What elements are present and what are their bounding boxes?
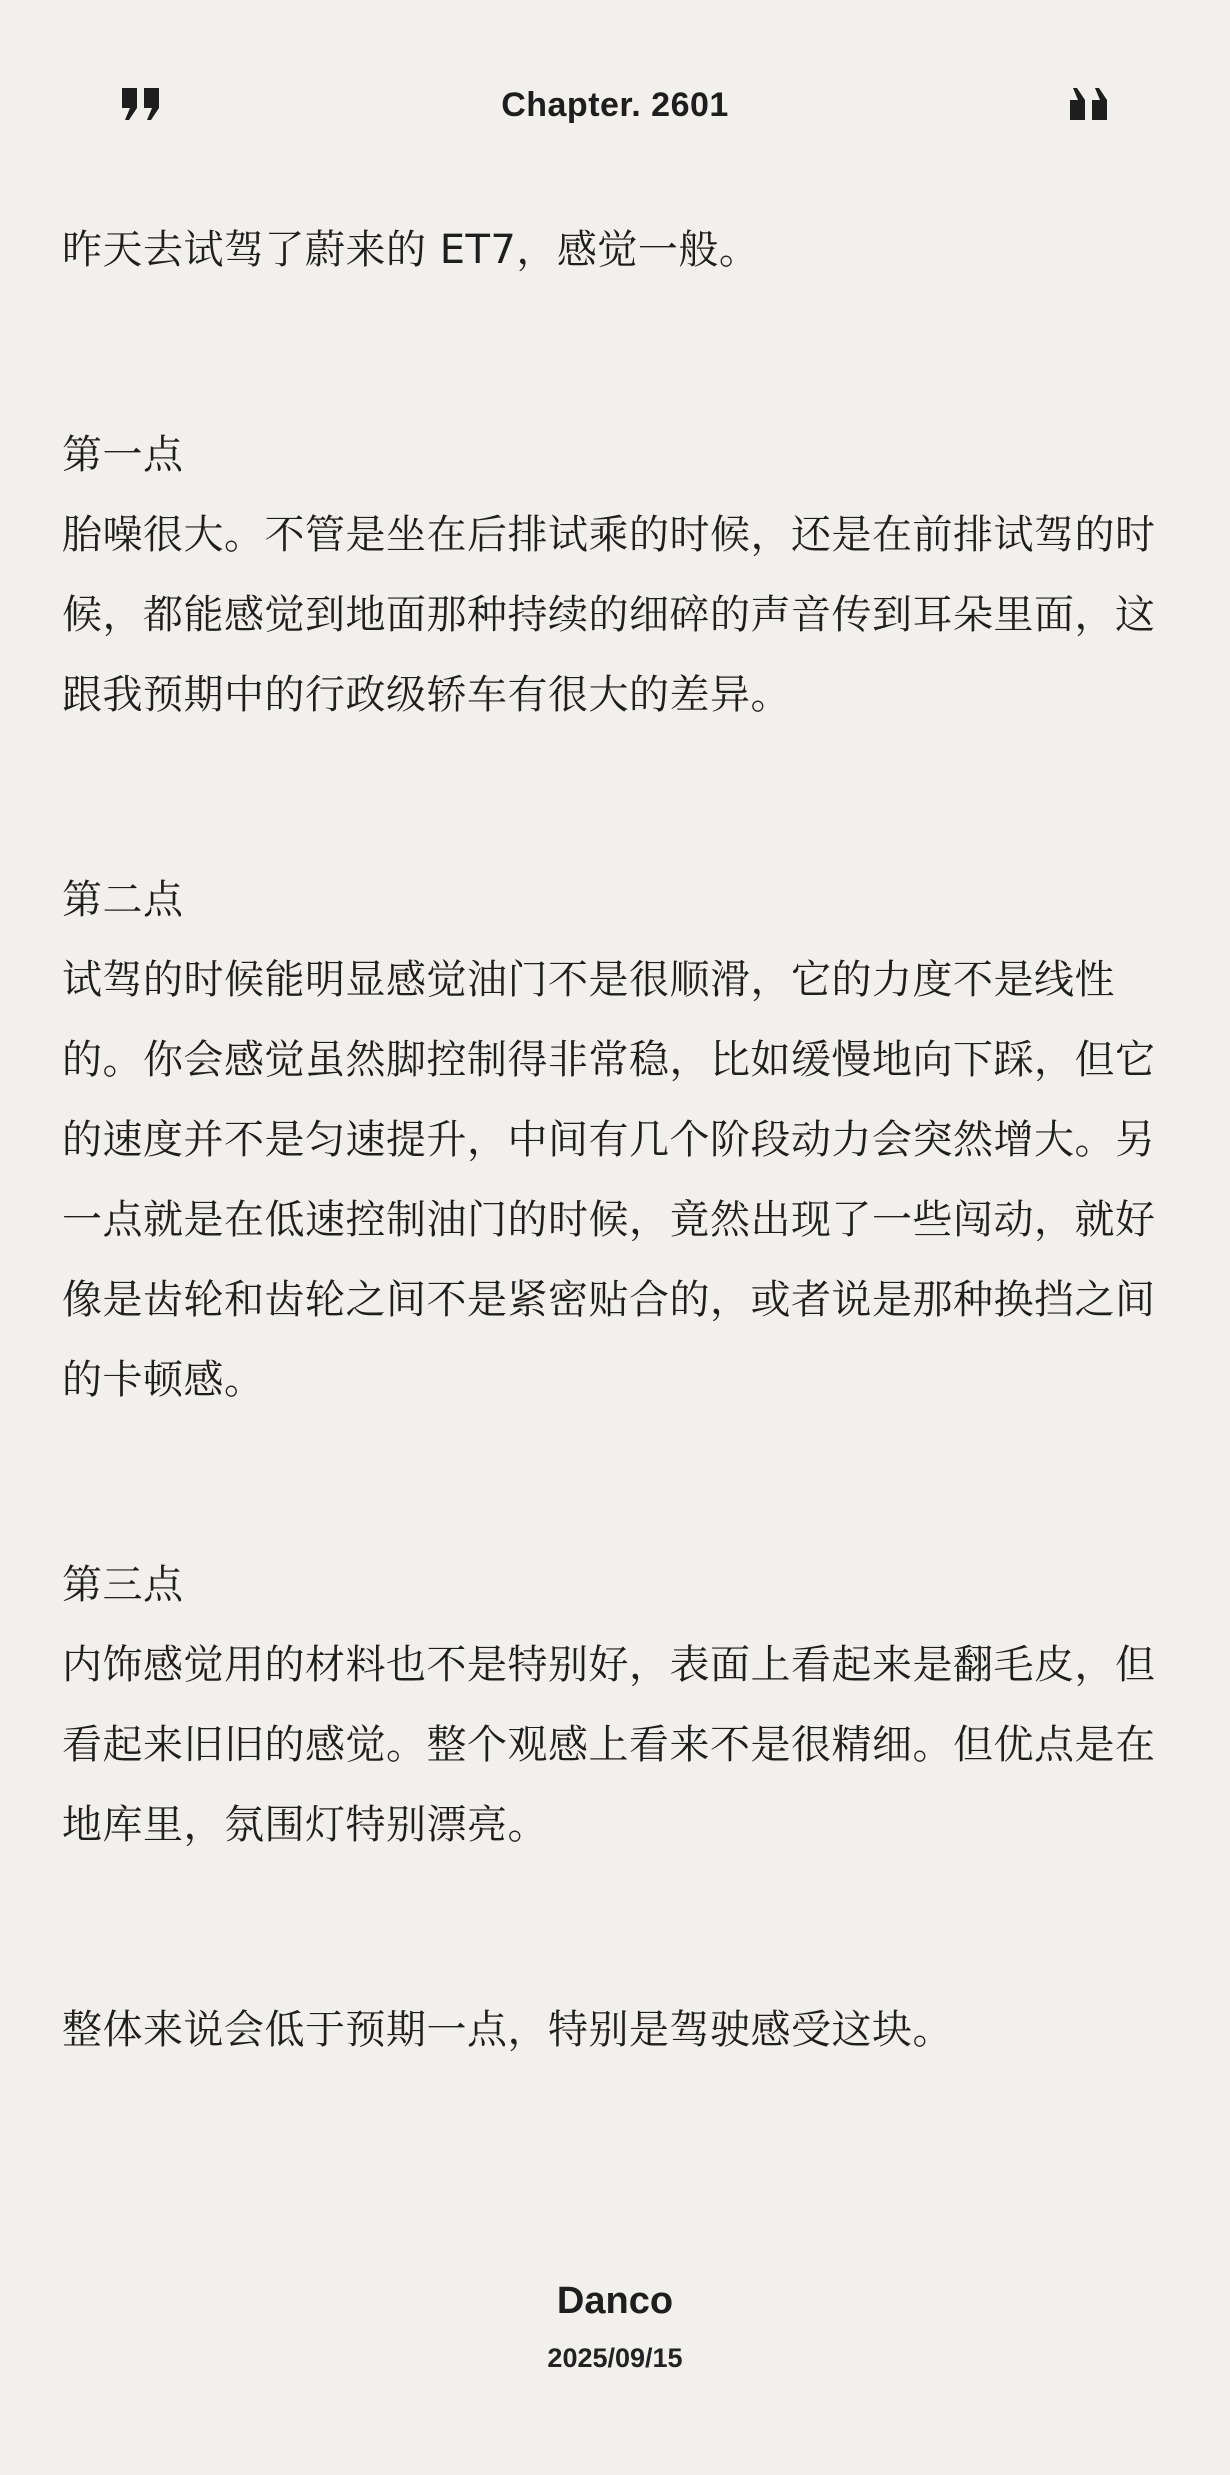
section-heading: 第二点 — [62, 877, 184, 923]
quote-mark-icon — [1068, 86, 1110, 122]
section-heading: 第一点 — [62, 432, 184, 478]
author-name: Danco — [556, 2280, 674, 2322]
post-date: 2025/09/15 — [547, 2343, 683, 2373]
signature — [0, 2280, 1230, 2374]
section-paragraph: 试驾的时候能明显感觉油门不是很顺滑，它的力度不是线性的。你会感觉虽然脚控制得非常稳，比如缓慢地向下踩，但它的速度并不是匀速提升，中间有几个阶段动力会突然增大。另一点就是在低速控制油门的时候，竟然出现了一些闯动，就好像是齿轮和齿轮之间不是紧密贴合的，或者说是那种换挡之间的卡顿感。 — [62, 957, 1156, 1403]
closing-paragraph: 整体来说会低于预期一点，特别是驾驶感受这块。 — [62, 2007, 953, 2053]
intro-paragraph: 昨天去试驾了蔚来的 ET7，感觉一般。 — [62, 227, 760, 273]
section-paragraph: 内饰感觉用的材料也不是特别好，表面上看起来是翻毛皮，但看起来旧旧的感觉。整个观感上看来不是很精细。但优点是在地库里，氛围灯特别漂亮。 — [62, 1642, 1156, 1848]
section-paragraph: 胎噪很大。不管是坐在后排试乘的时候，还是在前排试驾的时候，都能感觉到地面那种持续的细碎的声音传到耳朵里面，这跟我预期中的行政级轿车有很大的差异。 — [62, 512, 1156, 718]
section-heading: 第三点 — [62, 1562, 184, 1608]
article-body — [62, 210, 1168, 2070]
header — [62, 0, 1168, 210]
chapter-title: Chapter. 2601 — [501, 86, 729, 124]
